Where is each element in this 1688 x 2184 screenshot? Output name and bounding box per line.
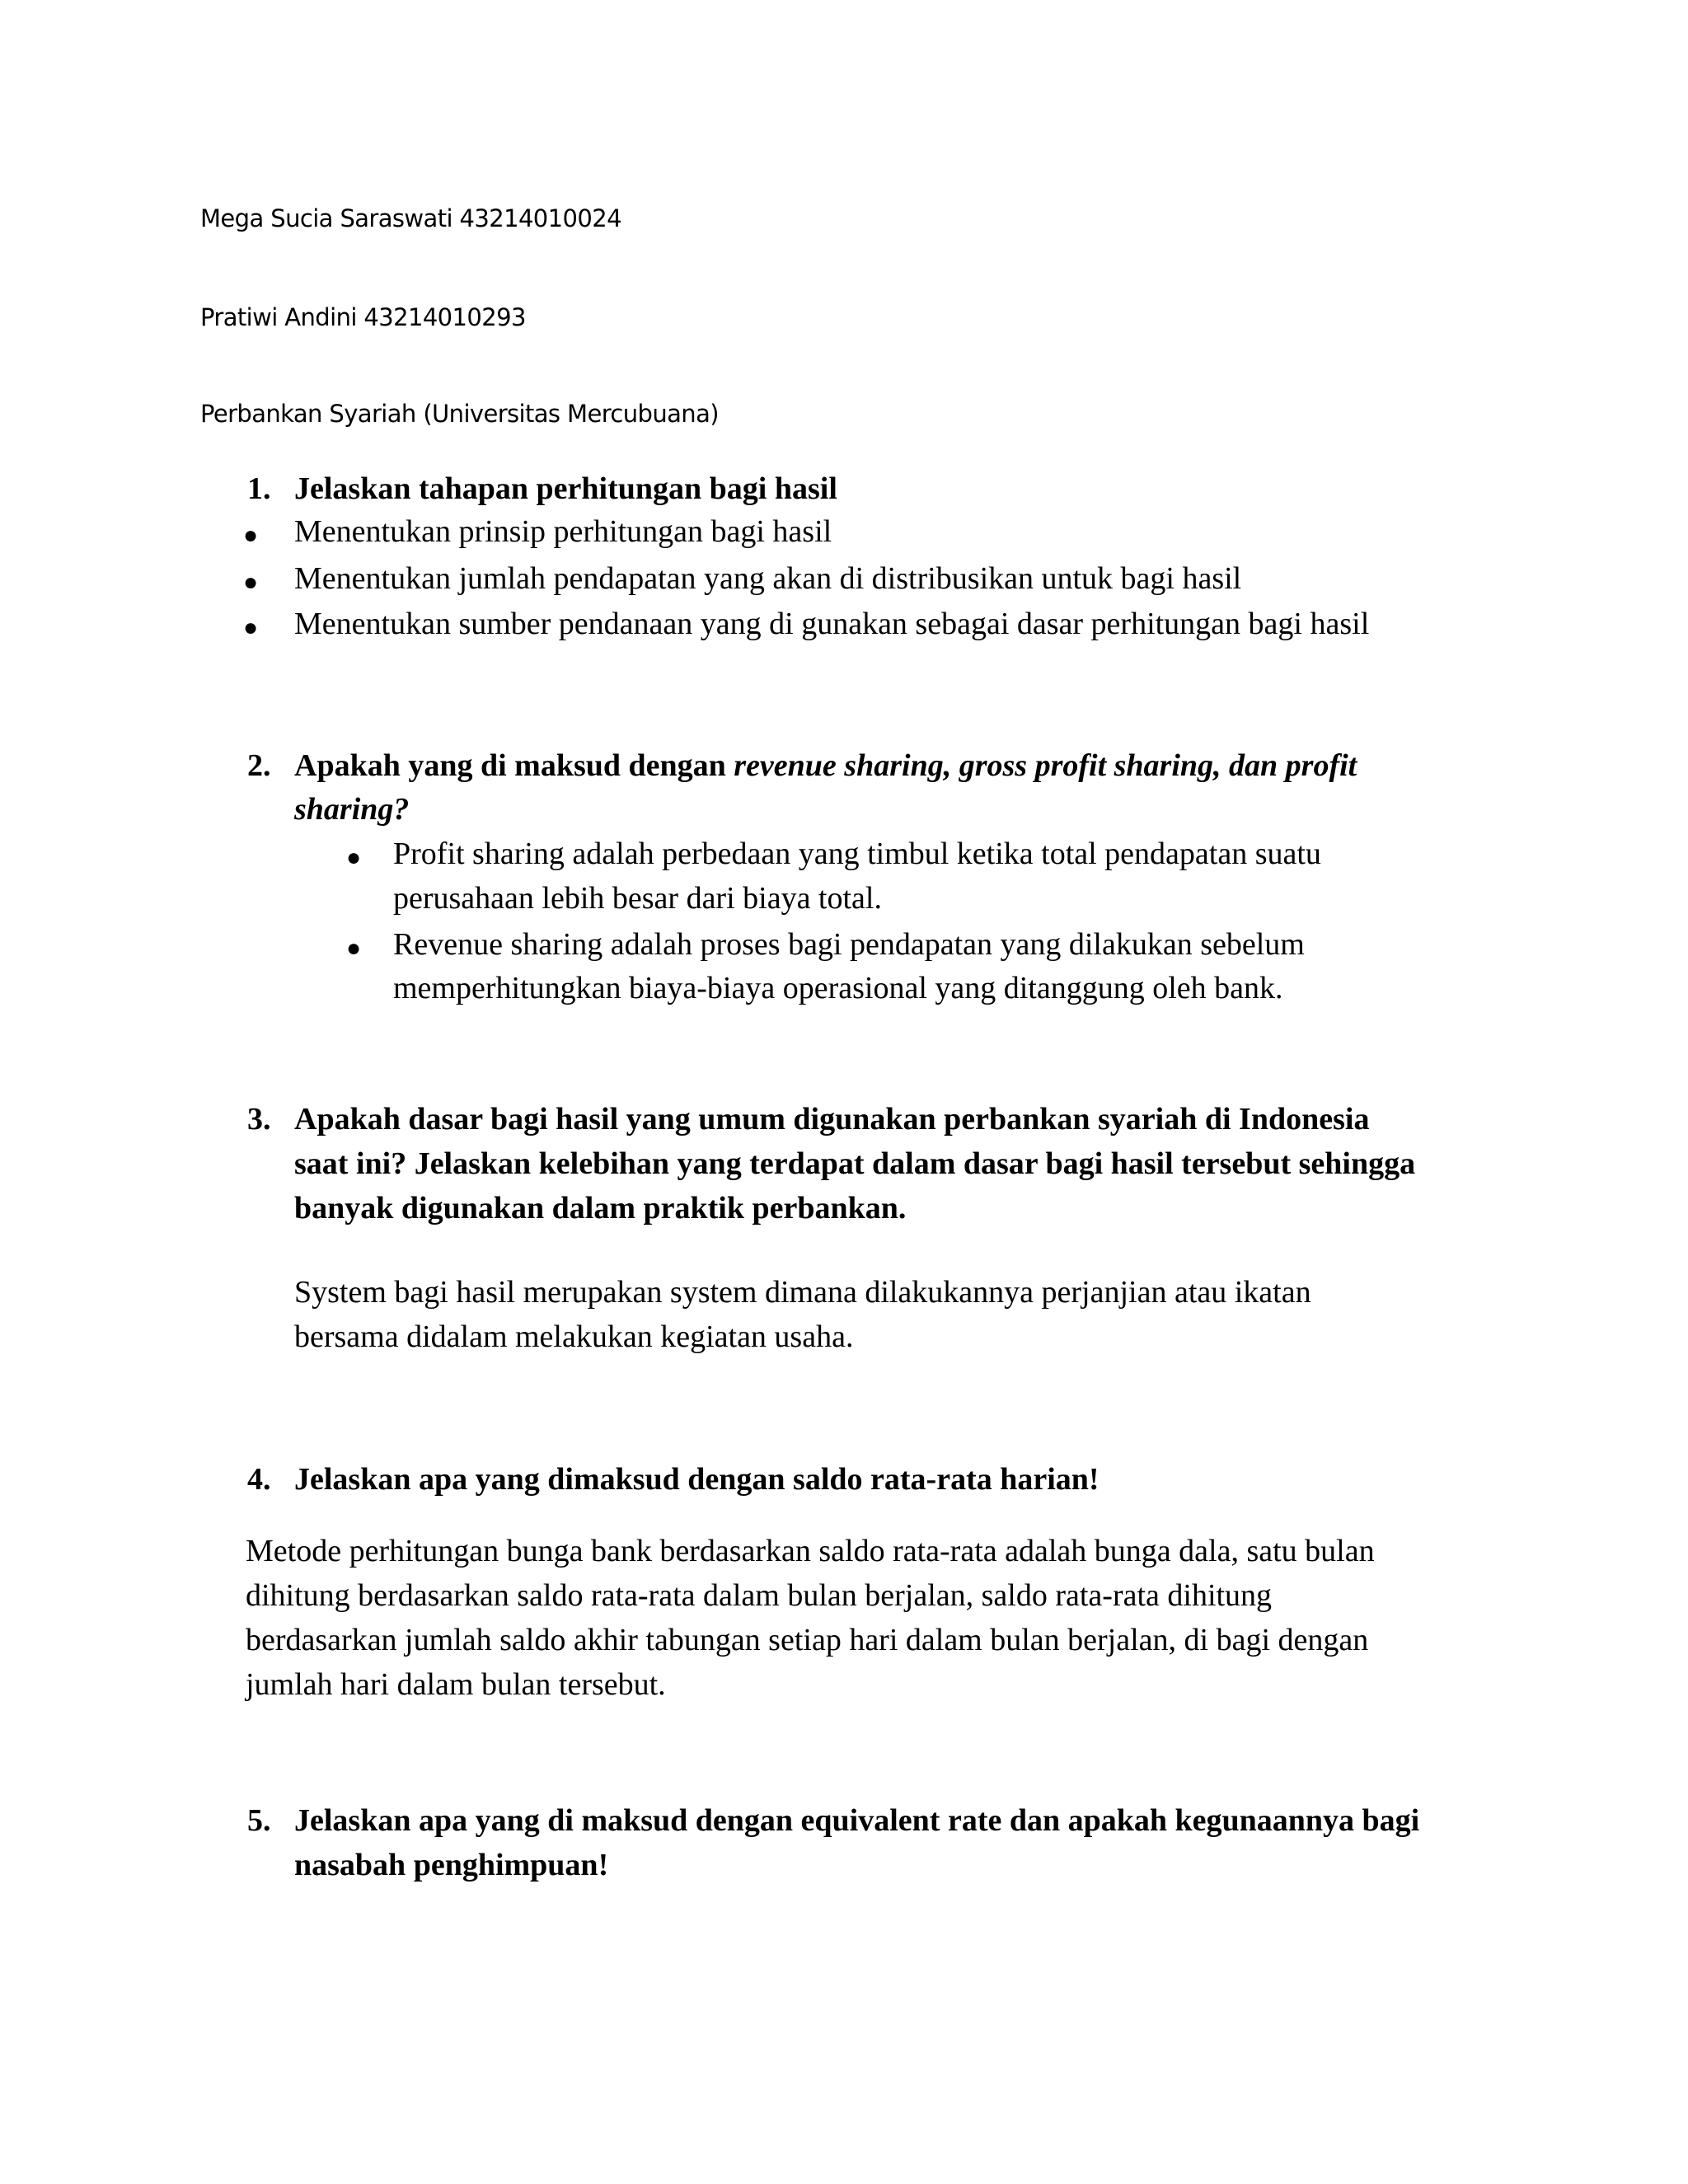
question-2-bullet-1-line-1: Profit sharing adalah perbedaan yang timbul ketika total pendapatan suatu xyxy=(393,837,1321,871)
bullet-dot: ● xyxy=(243,569,259,596)
question-2-bullet-2-line-2: memperhitungkan biaya-biaya operasional yang ditanggung oleh bank. xyxy=(393,971,1283,1005)
question-4-number: 4. xyxy=(247,1462,271,1497)
question-3-title xyxy=(294,1097,1415,1230)
question-2-title xyxy=(294,743,1357,788)
question-3-title-line: saat ini? Jelaskan kelebihan yang terdapat dalam dasar bagi hasil tersebut sehingga xyxy=(294,1146,1416,1181)
question-3-title-line: Apakah dasar bagi hasil yang umum digunakan perbankan syariah di Indonesia xyxy=(294,1102,1370,1137)
question-3-title-line: banyak digunakan dalam praktik perbankan. xyxy=(294,1191,907,1226)
question-3-number: 3. xyxy=(247,1102,271,1137)
bullet-dot: ● xyxy=(243,614,259,641)
bullet-dot: ● xyxy=(346,935,362,962)
course-line: Perbankan Syariah (Universitas Mercubuana) xyxy=(200,400,719,428)
question-3-answer-line: bersama didalam melakukan kegiatan usaha. xyxy=(294,1319,854,1354)
question-2-title-prefix: Apakah yang di maksud dengan xyxy=(294,748,734,783)
question-4-answer xyxy=(246,1529,1375,1707)
question-5-title-line: Jelaskan apa yang di maksud dengan equivalent rate dan apakah kegunaannya bagi xyxy=(294,1803,1420,1838)
bullet-dot: ● xyxy=(346,844,362,871)
question-1-bullet-1: Menentukan prinsip perhitungan bagi hasil xyxy=(294,514,832,549)
question-2-title-line-2: sharing? xyxy=(294,792,410,827)
question-1-bullet-3: Menentukan sumber pendanaan yang di gunakan sebagai dasar perhitungan bagi hasil xyxy=(294,607,1370,641)
question-1-bullet-2: Menentukan jumlah pendapatan yang akan di distribusikan untuk bagi hasil xyxy=(294,561,1242,596)
question-3-answer xyxy=(294,1270,1311,1359)
question-4-answer-line: berdasarkan jumlah saldo akhir tabungan setiap hari dalam bulan berjalan, di bagi dengan xyxy=(246,1623,1369,1657)
question-2-number: 2. xyxy=(247,748,271,783)
question-2-bullet-2-line-1: Revenue sharing adalah proses bagi pendapatan yang dilakukan sebelum xyxy=(393,927,1305,962)
author-line-1: Mega Sucia Saraswati 43214010024 xyxy=(200,204,621,232)
bullet-dot: ● xyxy=(243,522,259,549)
question-5-number: 5. xyxy=(247,1803,271,1838)
question-4-title: Jelaskan apa yang dimaksud dengan saldo rata-rata harian! xyxy=(294,1462,1100,1497)
question-3-answer-line: System bagi hasil merupakan system dimana dilakukannya perjanjian atau ikatan xyxy=(294,1275,1311,1310)
author-line-2: Pratiwi Andini 43214010293 xyxy=(200,303,526,331)
question-5-title-line: nasabah penghimpuan! xyxy=(294,1848,609,1882)
question-2-bullet-1-line-2: perusahaan lebih besar dari biaya total. xyxy=(393,881,882,916)
question-1-title: Jelaskan tahapan perhitungan bagi hasil xyxy=(294,471,837,506)
question-2-title-italic: revenue sharing, gross profit sharing, dan profit xyxy=(734,748,1357,783)
question-4-answer-line: Metode perhitungan bunga bank berdasarkan saldo rata-rata adalah bunga dala, satu bulan xyxy=(246,1534,1375,1568)
question-5-title xyxy=(294,1798,1419,1887)
question-4-answer-line: dihitung berdasarkan saldo rata-rata dalam bulan berjalan, saldo rata-rata dihitung xyxy=(246,1578,1273,1613)
question-4-answer-line: jumlah hari dalam bulan tersebut. xyxy=(246,1667,666,1702)
question-1-number: 1. xyxy=(247,471,271,506)
